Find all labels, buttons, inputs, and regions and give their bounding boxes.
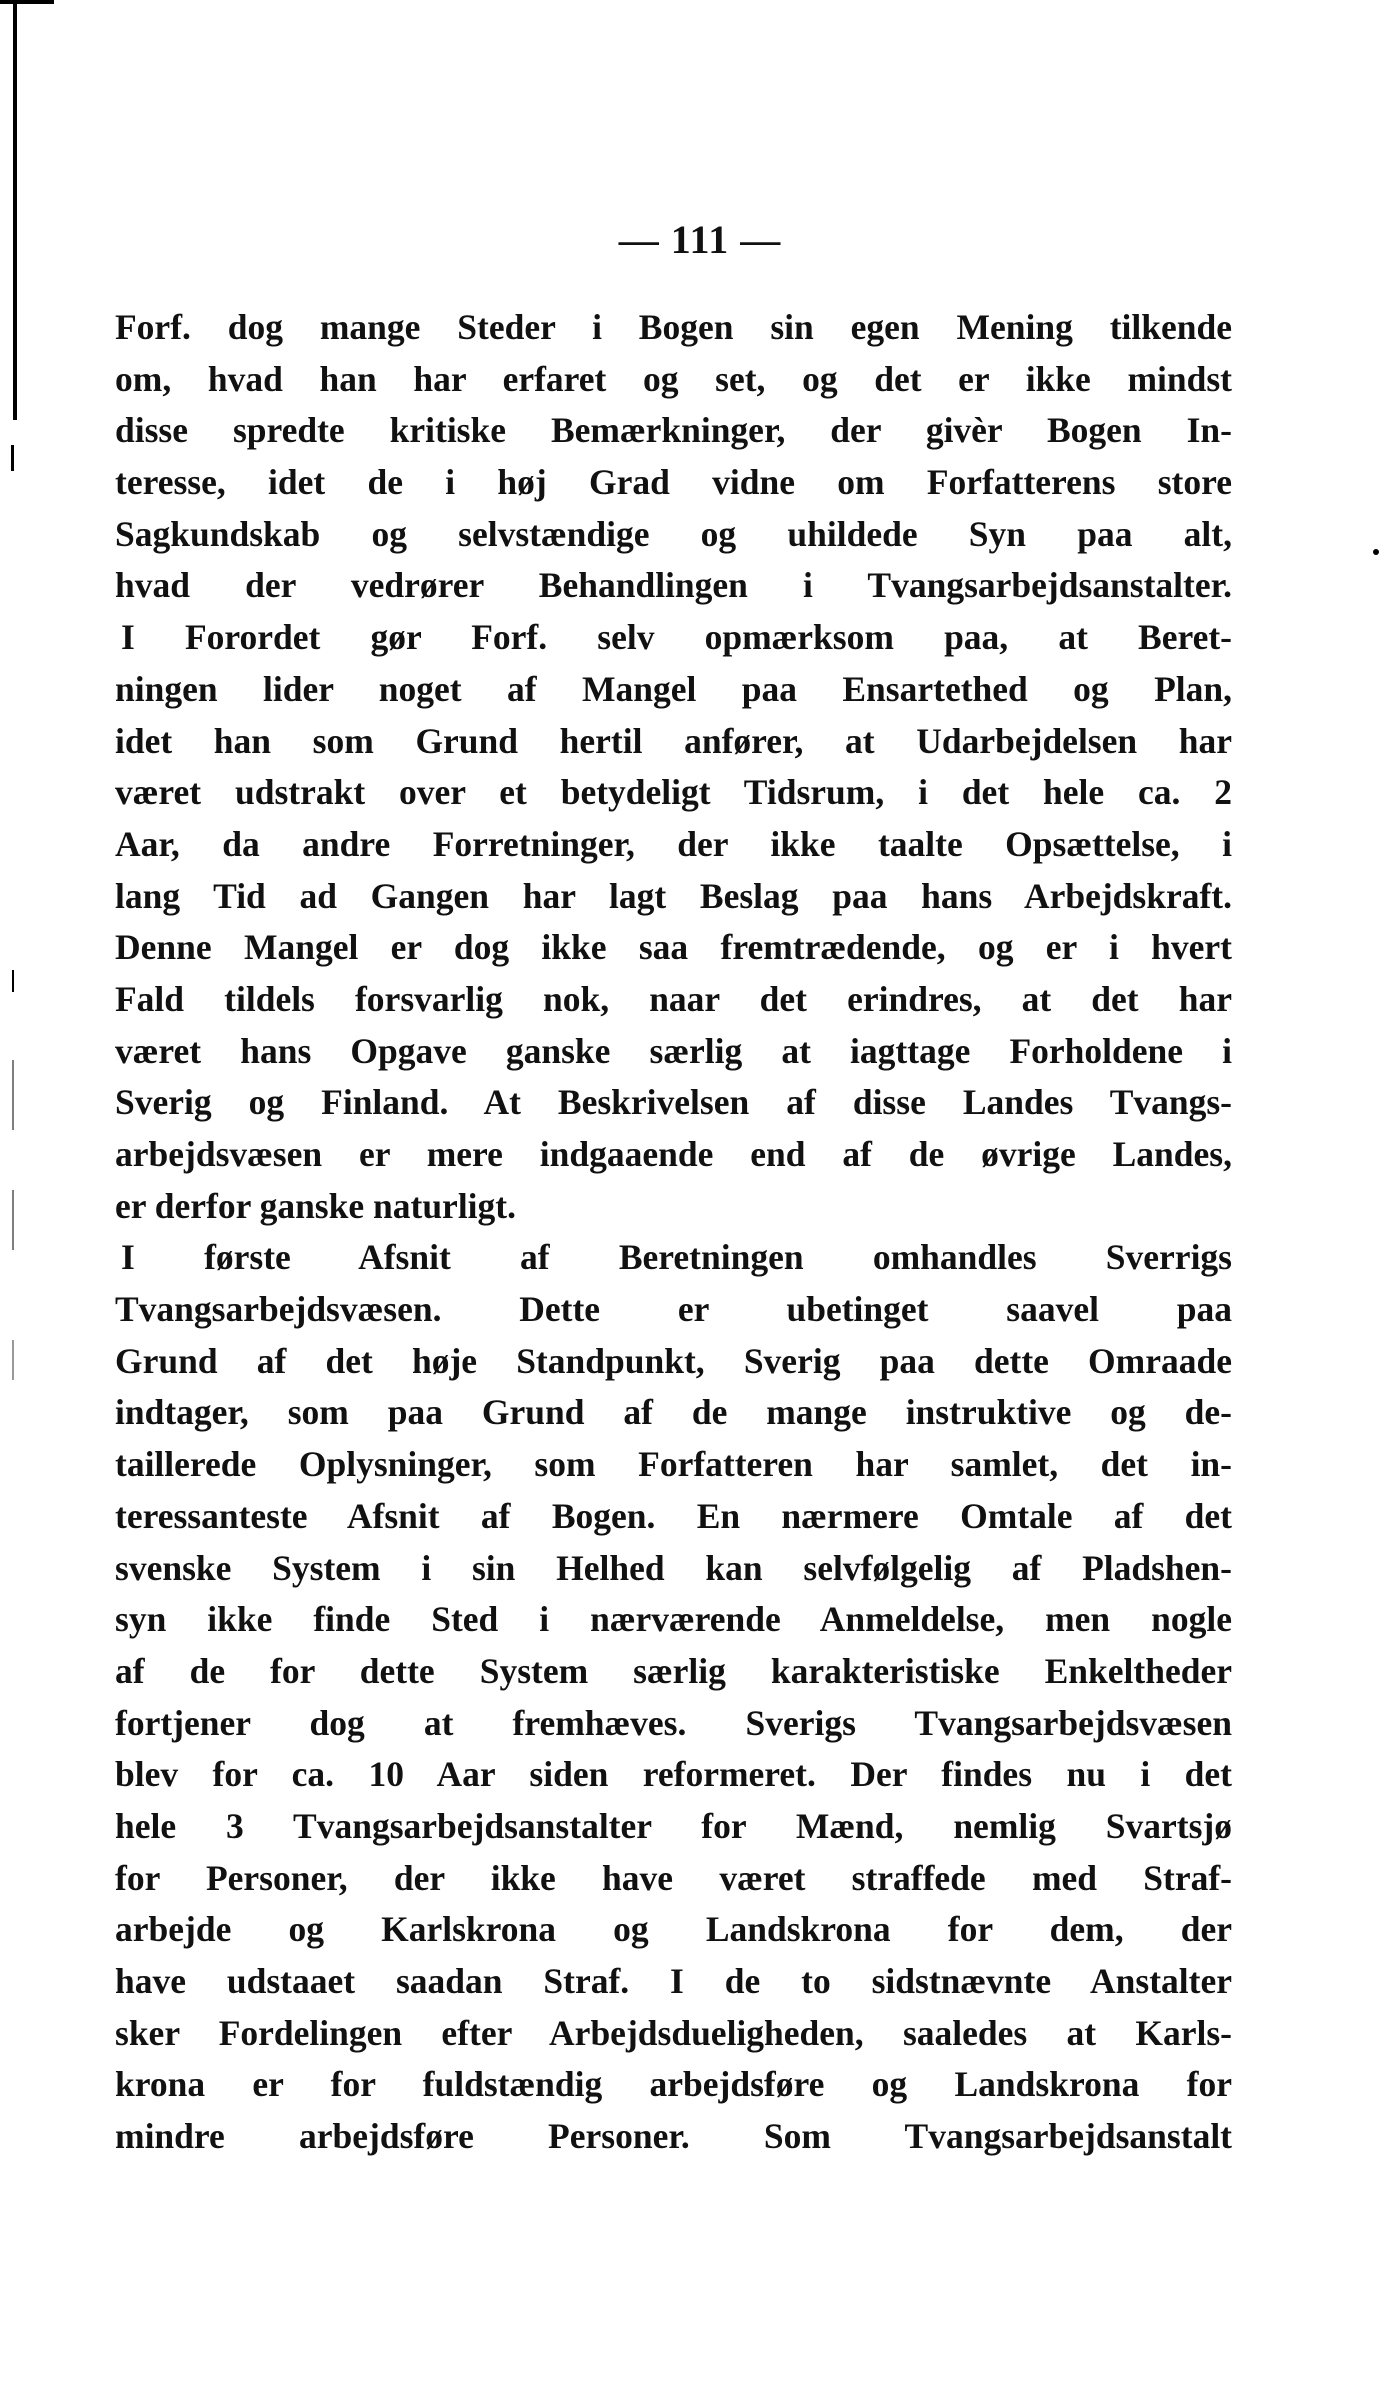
text-line: fortjener dog at fremhæves. Sverigs Tvangsarbejdsvæsen bbox=[115, 1702, 1232, 1743]
text-line: Fald tildels forsvarlig nok, naar det erindres, at det har bbox=[115, 978, 1232, 1019]
text-line: krona er for fuldstændig arbejdsføre og Landskrona for bbox=[115, 2064, 1232, 2105]
scan-speck bbox=[1373, 549, 1379, 555]
text-line: Denne Mangel er dog ikke saa fremtrædende, og er i hvert bbox=[115, 927, 1232, 968]
text-line: arbejdsvæsen er mere indgaaende end af de øvrige Landes, bbox=[115, 1134, 1232, 1174]
text-line: været hans Opgave ganske særlig at iagttage Forholdene i bbox=[115, 1030, 1232, 1071]
scan-mark bbox=[12, 970, 14, 992]
text-line: syn ikke finde Sted i nærværende Anmeldelse, men nogle bbox=[115, 1599, 1232, 1640]
text-line: om, hvad han har erfaret og set, og det er ikke mindst bbox=[115, 358, 1232, 399]
text-line: ningen lider noget af Mangel paa Ensartethed og Plan, bbox=[115, 668, 1232, 709]
text-line: lang Tid ad Gangen har lagt Beslag paa hans Arbejdskraft. bbox=[115, 875, 1232, 916]
text-line: mindre arbejdsføre Personer. Som Tvangsarbejdsanstalt bbox=[115, 2116, 1232, 2157]
text-line: af de for dette System særlig karakteristiske Enkeltheder bbox=[115, 1650, 1232, 1691]
text-line: svenske System i sin Helhed kan selvfølgelig af Pladshen- bbox=[115, 1547, 1232, 1588]
text-line: Sverig og Finland. At Beskrivelsen af disse Landes Tvangs- bbox=[115, 1082, 1232, 1123]
text-line: disse spredte kritiske Bemærkninger, der givèr Bogen In- bbox=[115, 410, 1232, 451]
scan-mark bbox=[12, 1190, 14, 1250]
text-line: for Personer, der ikke have været straffede med Straf- bbox=[115, 1857, 1232, 1898]
text-line: I Forordet gør Forf. selv opmærksom paa, at Beret- bbox=[121, 617, 1232, 658]
scan-border-left bbox=[13, 0, 17, 420]
scan-mark bbox=[12, 1340, 14, 1380]
text-line: arbejde og Karlskrona og Landskrona for dem, der bbox=[115, 1909, 1232, 1950]
text-line: er derfor ganske naturligt. bbox=[115, 1185, 516, 1226]
text-line: hele 3 Tvangsarbejdsanstalter for Mænd, nemlig Svartsjø bbox=[115, 1805, 1232, 1846]
text-line: indtager, som paa Grund af de mange instruktive og de- bbox=[115, 1392, 1232, 1433]
text-line: blev for ca. 10 Aar siden reformeret. Der findes nu i det bbox=[115, 1754, 1232, 1795]
text-line: været udstrakt over et betydeligt Tidsrum, i det hele ca. 2 bbox=[115, 772, 1232, 813]
text-line: I første Afsnit af Beretningen omhandles Sverrigs bbox=[121, 1237, 1232, 1278]
scan-mark bbox=[12, 1060, 14, 1130]
text-line: Aar, da andre Forretninger, der ikke taalte Opsættelse, i bbox=[115, 823, 1232, 864]
text-line: teresse, idet de i høj Grad vidne om Forfatterens store bbox=[115, 462, 1232, 503]
body-text bbox=[115, 302, 1232, 2163]
text-line: Tvangsarbejdsvæsen. Dette er ubetinget saavel paa bbox=[115, 1289, 1232, 1330]
scan-border-top bbox=[0, 0, 54, 4]
text-line: hvad der vedrører Behandlingen i Tvangsarbejdsanstalter. bbox=[115, 565, 1232, 606]
text-line: teressanteste Afsnit af Bogen. En nærmere Omtale af det bbox=[115, 1495, 1232, 1536]
scan-mark bbox=[11, 445, 14, 471]
page-number: — 111 — bbox=[618, 217, 782, 262]
text-line: Sagkundskab og selvstændige og uhildede Syn paa alt, bbox=[115, 513, 1232, 554]
text-line: Grund af det høje Standpunkt, Sverig paa dette Omraade bbox=[115, 1340, 1232, 1381]
text-line: idet han som Grund hertil anfører, at Udarbejdelsen har bbox=[115, 720, 1232, 761]
text-line: have udstaaet saadan Straf. I de to sidstnævnte Anstalter bbox=[115, 1961, 1232, 2001]
text-line: Forf. dog mange Steder i Bogen sin egen Mening tilkende bbox=[115, 307, 1232, 347]
text-line: sker Fordelingen efter Arbejdsdueligheden, saaledes at Karls- bbox=[115, 2012, 1232, 2053]
text-line: taillerede Oplysninger, som Forfatteren har samlet, det in- bbox=[115, 1444, 1232, 1485]
